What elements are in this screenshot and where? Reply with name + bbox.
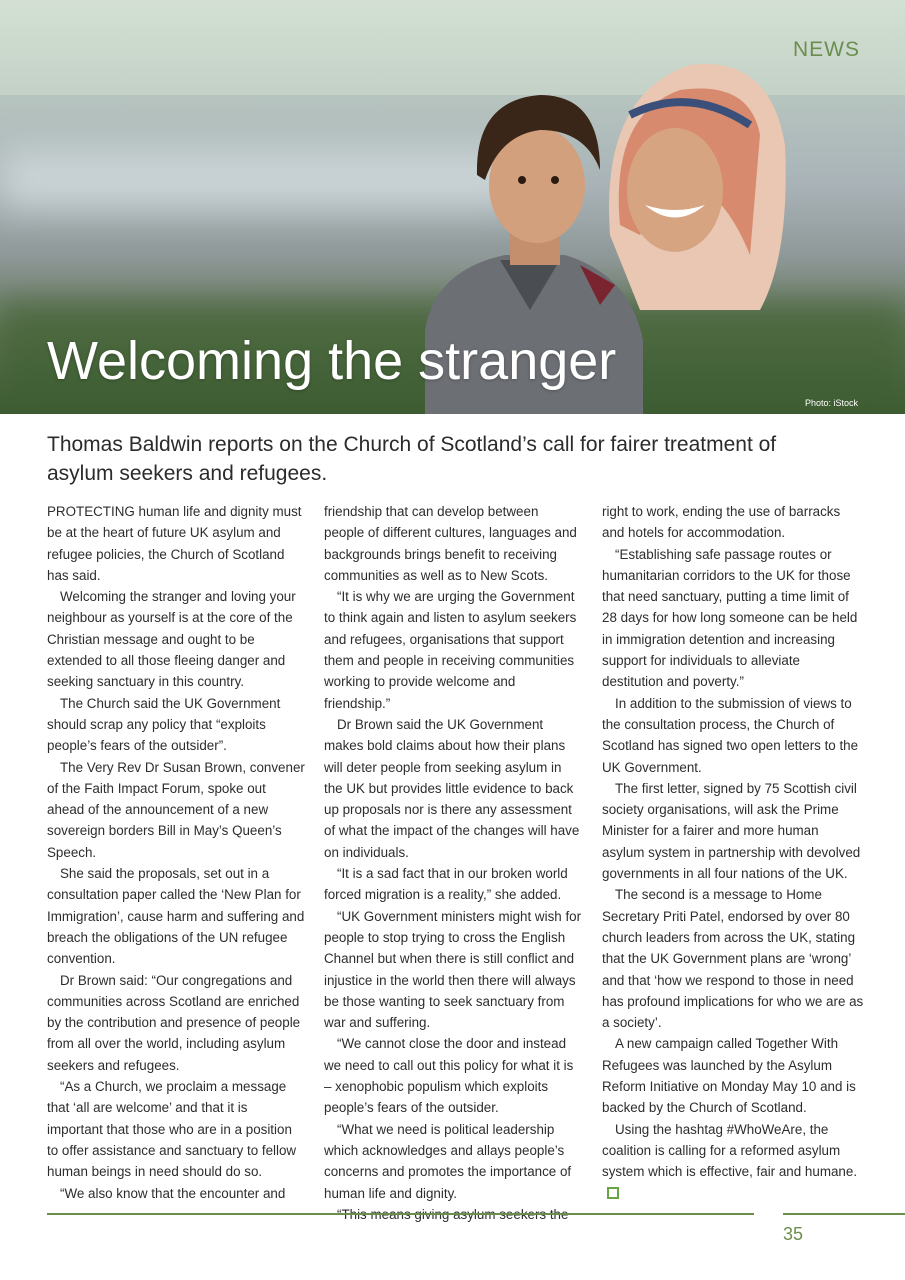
paragraph-text: Using the hashtag #WhoWeAre, the coalition is calling for a reformed asylum system which is effective, fair and humane. [602,1121,858,1180]
paragraph: The Church said the UK Government should scrap any policy that “exploits people’s fears of the outsider”. [47,695,281,754]
paragraph: “Establishing safe passage routes or humanitarian corridors to the UK for those that need sanctuary, putting a time limit of 28 days for how long someone can be held in immigration detention and increasing support for individuals to alleviate destitution and poverty.” [602,546,858,690]
section-label: NEWS [793,38,860,61]
footer-rule-short [783,1213,905,1215]
article-column-2 [324,501,582,1225]
hero-photo [0,0,905,414]
article-headline: Welcoming the stranger [47,331,617,391]
paragraph: “We also know that the encounter and [60,1185,286,1201]
paragraph: The first letter, signed by 75 Scottish civil society organisations, will ask the Prime Minister for a fairer and more human asylum system in partnership with devolved governments in all four nations of the UK. [602,780,861,882]
paragraph: A new campaign called Together With Refugees was launched by the Asylum Reform Initiative on Monday May 10 and is backed by the Church of Scotland. [602,1036,856,1116]
paragraph: The second is a message to Home Secretary Priti Patel, endorsed by over 80 church leaders from across the UK, stating that the UK Government plans are ‘wrong’ and that ‘how we respond to those in need has profound implications for who we are as a society’. [602,887,864,1031]
paragraph: “As a Church, we proclaim a message that ‘all are welcome’ and that it is important that those who are in a position to offer assistance and sanctuary to fellow human beings in need should do so. [47,1079,297,1180]
paragraph: She said the proposals, set out in a consultation paper called the ‘New Plan for Immigration’, cause harm and suffering and breach the obligations of the UN refugee convention. [47,866,305,967]
paragraph: Dr Brown said: “Our congregations and communities across Scotland are enriched by the contribution and presence of people from all over the world, including asylum seekers and refugees. [47,972,301,1073]
paragraph: “It is a sad fact that in our broken world forced migration is a reality,” she added. [324,866,568,903]
paragraph: “UK Government ministers might wish for people to stop trying to cross the English Channel but when there is still conflict and injustice in the world then there will always be those wanting to seek sanctuary from war and suffering. [324,908,582,1031]
paragraph: Welcoming the stranger and loving your neighbour as yourself is at the core of the Christian message and ought to be extended to all those fleeing danger and seeking sanctuary in this country. [47,589,296,690]
paragraph: In addition to the submission of views to the consultation process, the Church of Scotland has signed two open letters to the UK Government. [602,695,859,775]
paragraph: Dr Brown said the UK Government makes bold claims about how their plans will deter people from seeking asylum in the UK but provides little evidence to back up proposals nor is there any assessment of what the impact of the changes will have on individuals. [324,716,580,860]
article-standfirst: Thomas Baldwin reports on the Church of Scotland’s call for fairer treatment of asylum seekers and refugees. [47,433,777,485]
article-column-1 [47,501,305,1204]
woman-figure [600,55,790,315]
paragraph: The Very Rev Dr Susan Brown, convener of the Faith Impact Forum, spoke out ahead of the announcement of a new sovereign borders Bill in May’s Queen’s Speech. [47,759,305,860]
paragraph: “What we need is political leadership which acknowledges and allays people’s concerns and promotes the importance of human life and dignity. [324,1121,572,1201]
footer-rule [47,1213,754,1215]
paragraph-last [602,1119,864,1204]
paragraph: right to work, ending the use of barracks and hotels for accommodation. [602,504,841,541]
paragraph: “We cannot close the door and instead we need to call out this policy for what it is – xenophobic populism which exploits people’s fears of the outsider. [324,1036,574,1116]
end-of-article-icon [607,1187,619,1199]
paragraph: friendship that can develop between people of different cultures, languages and backgrounds brings benefit to receiving communities as well as to New Scots. [324,504,577,583]
page-number: 35 [783,1224,804,1244]
photo-credit: Photo: iStock [804,398,858,408]
article-column-3 [602,501,864,1204]
paragraph: “It is why we are urging the Government to think again and listen to asylum seekers and refugees, organisations that support them and people in receiving communities working to provide welcome and friendship.” [324,589,577,711]
paragraph: PROTECTING human life and dignity must be at the heart of future UK asylum and refugee policies, the Church of Scotland has said. [47,504,302,583]
